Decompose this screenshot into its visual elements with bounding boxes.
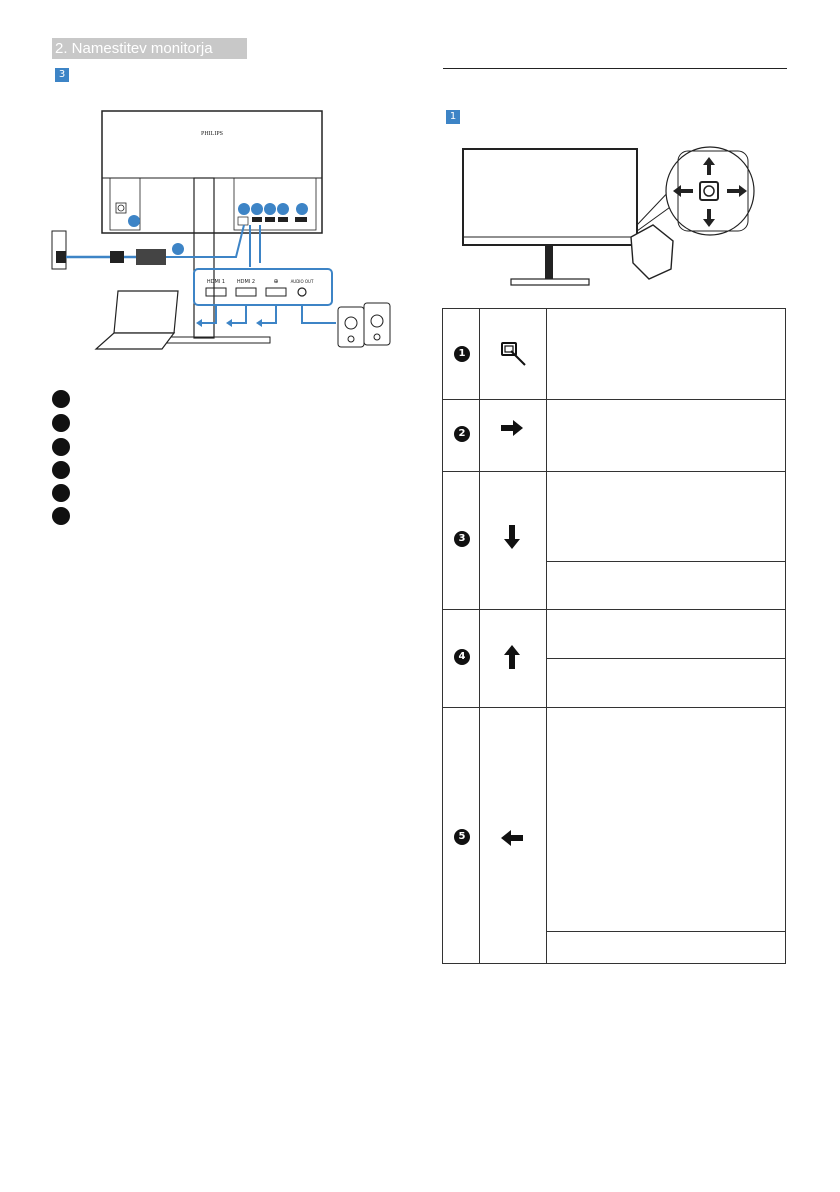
arrow-down-icon	[503, 523, 521, 551]
port-marker-2	[238, 203, 250, 215]
port-marker-5	[277, 203, 289, 215]
arrow-right-icon	[499, 419, 525, 437]
row-number-1: 1	[454, 346, 470, 362]
arrow-up-icon	[503, 643, 521, 671]
port-marker-3	[251, 203, 263, 215]
connection-diagram	[50, 105, 410, 385]
monitor-brand: PHILIPS	[200, 131, 224, 137]
legend-dot-1	[52, 390, 70, 408]
row-number-5: 5	[454, 829, 470, 845]
monitor-joystick-diagram	[455, 145, 765, 295]
svg-text:HDMI 1: HDMI 1	[206, 279, 226, 285]
legend-dot-2	[52, 414, 70, 432]
step-badge-left: 3	[55, 68, 69, 82]
adapter-marker	[172, 243, 184, 255]
legend-dot-6	[52, 507, 70, 525]
laptop-icon	[96, 291, 178, 349]
controls-table	[442, 308, 786, 964]
port-panel	[194, 269, 332, 305]
port-marker-4	[264, 203, 276, 215]
legend-dot-4	[52, 461, 70, 479]
row-number-3: 3	[454, 531, 470, 547]
speakers-icon	[338, 303, 390, 347]
port-marker-6	[296, 203, 308, 215]
top-rule	[443, 68, 787, 69]
port-marker-1	[128, 215, 140, 227]
svg-text:HDMI 2: HDMI 2	[236, 279, 256, 285]
row-number-2: 2	[454, 426, 470, 442]
power-adapter	[136, 249, 166, 265]
monitor-back	[102, 111, 322, 233]
row-number-4: 4	[454, 649, 470, 665]
stand-base	[160, 337, 270, 343]
svg-text:AUDIO OUT: AUDIO OUT	[290, 279, 314, 284]
legend-dot-3	[52, 438, 70, 456]
joystick-zoom	[666, 147, 754, 235]
svg-text:⊕: ⊕	[273, 278, 279, 285]
legend-dot-5	[52, 484, 70, 502]
step-badge-right: 1	[446, 110, 460, 124]
arrow-left-icon	[499, 829, 525, 847]
wall-socket	[52, 231, 66, 269]
press-joystick-icon	[499, 339, 529, 369]
section-header: 2. Namestitev monitorja	[52, 38, 247, 59]
